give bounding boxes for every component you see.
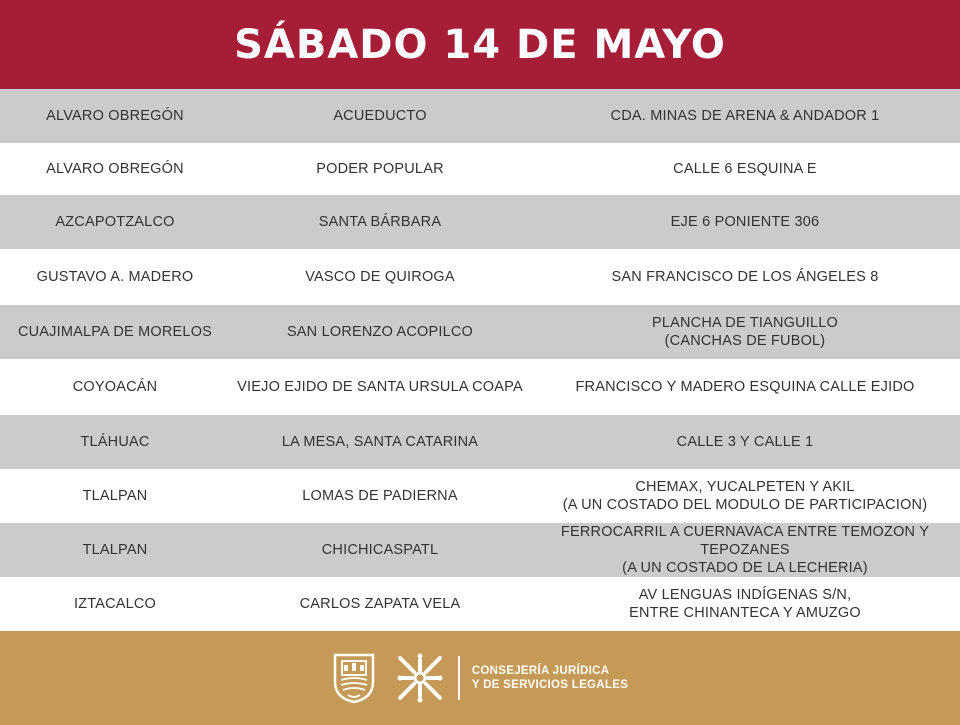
ubicacion-cell	[530, 433, 960, 451]
ubicacion-line: CDA. MINAS DE ARENA & ANDADOR 1	[610, 108, 880, 124]
ubicacion-cell	[530, 478, 960, 514]
alcaldia-cell: CUAJIMALPA DE MORELOS	[17, 324, 213, 340]
organization-line-2: Y DE SERVICIOS LEGALES	[471, 679, 629, 691]
organization-name	[472, 664, 628, 692]
ubicacion-line: CHEMAX, YUCALPETEN Y AKIL	[635, 479, 855, 495]
colonia-cell: CHICHICASPATL	[321, 542, 439, 558]
organization-line-1: CONSEJERÍA JURÍDICA	[471, 665, 610, 677]
alcaldia-cell: TLALPAN	[82, 542, 148, 558]
alcaldia-cell: ALVARO OBREGÓN	[46, 108, 184, 124]
ubicacion-line: (A UN COSTADO DEL MODULO DE PARTICIPACION)	[562, 497, 928, 513]
page-title: SÁBADO 14 DE MAYO	[234, 21, 726, 68]
header-banner	[0, 0, 960, 89]
colonia-cell: SANTA BÁRBARA	[318, 214, 442, 230]
footer-logos	[332, 652, 628, 704]
table-row	[0, 523, 960, 577]
ubicacion-line: PLANCHA DE TIANGUILLO	[651, 315, 839, 331]
colonia-cell: SAN LORENZO ACOPILCO	[286, 324, 474, 340]
ubicacion-line: EJE 6 PONIENTE 306	[670, 214, 820, 230]
colonia-cell: VASCO DE QUIROGA	[305, 269, 455, 285]
colonia-cell: CARLOS ZAPATA VELA	[299, 596, 461, 612]
table-row	[0, 89, 960, 143]
schedule-table	[0, 89, 960, 631]
colonia-cell: LA MESA, SANTA CATARINA	[281, 434, 479, 450]
ubicacion-line: CALLE 6 ESQUINA E	[673, 161, 817, 177]
ubicacion-line: ENTRE CHINANTECA Y AMUZGO	[629, 605, 861, 621]
ubicacion-line: SAN FRANCISCO DE LOS ÁNGELES 8	[611, 269, 879, 285]
ubicacion-line: FRANCISCO Y MADERO ESQUINA CALLE EJIDO	[575, 379, 915, 395]
ubicacion-cell	[530, 586, 960, 622]
cdmx-shield-icon	[332, 652, 376, 704]
ubicacion-cell	[530, 523, 960, 577]
ubicacion-line: (A UN COSTADO DE LA LECHERIA)	[622, 560, 868, 576]
table-row	[0, 143, 960, 195]
colonia-cell: LOMAS DE PADIERNA	[302, 488, 458, 504]
alcaldia-cell: TLALPAN	[82, 488, 148, 504]
alcaldia-cell: ALVARO OBREGÓN	[46, 161, 184, 177]
alcaldia-cell: COYOACÁN	[72, 379, 158, 395]
ubicacion-line: AV LENGUAS INDÍGENAS S/N,	[638, 587, 852, 603]
ubicacion-line: (CANCHAS DE FUBOL)	[664, 333, 826, 349]
table-row	[0, 577, 960, 631]
table-row	[0, 415, 960, 469]
table-row	[0, 359, 960, 415]
ubicacion-line: CALLE 3 Y CALLE 1	[676, 434, 814, 450]
table-row	[0, 469, 960, 523]
ubicacion-cell	[530, 107, 960, 125]
colonia-cell: PODER POPULAR	[316, 161, 444, 177]
colonia-cell: ACUEDUCTO	[333, 108, 427, 124]
alcaldia-cell: IZTACALCO	[73, 596, 157, 612]
ubicacion-cell	[530, 213, 960, 231]
ubicacion-cell	[530, 268, 960, 286]
cdmx-emblem-icon	[394, 652, 446, 704]
table-row	[0, 249, 960, 305]
table-row	[0, 195, 960, 249]
ubicacion-cell	[530, 314, 960, 350]
footer-banner	[0, 631, 960, 725]
colonia-cell: VIEJO EJIDO DE SANTA URSULA COAPA	[237, 379, 523, 395]
alcaldia-cell: TLÁHUAC	[80, 434, 150, 450]
ubicacion-cell	[530, 378, 960, 396]
alcaldia-cell: GUSTAVO A. MADERO	[36, 269, 194, 285]
ubicacion-line: FERROCARRIL A CUERNAVACA ENTRE TEMOZON Y TEPOZANES	[560, 524, 930, 558]
logo-divider	[458, 656, 460, 700]
table-row	[0, 305, 960, 359]
alcaldia-cell: AZCAPOTZALCO	[55, 214, 175, 230]
ubicacion-cell	[530, 160, 960, 178]
